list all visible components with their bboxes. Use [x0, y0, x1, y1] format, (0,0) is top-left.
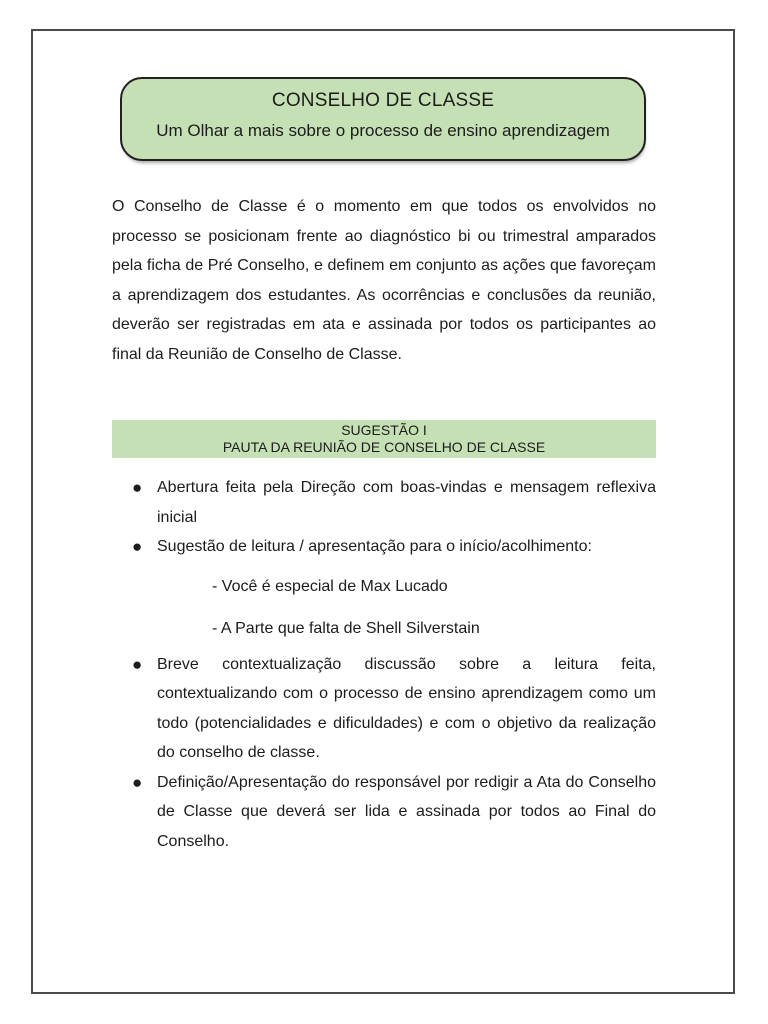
bullet-icon: ●: [132, 772, 143, 792]
list-item-text: Definição/Apresentação do responsável por redigir a Ata do Conselho de Classe que deverá ser lida e assinada por todos ao Final do Conselho.: [157, 773, 656, 850]
list-item-text: Abertura feita pela Direção com boas-vindas e mensagem reflexiva inicial: [157, 479, 656, 526]
list-item-text: Sugestão de leitura / apresentação para o início/acolhimento:: [157, 538, 592, 555]
intro-paragraph: O Conselho de Classe é o momento em que todos os envolvidos no processo se posicionam frente ao diagnóstico bi ou trimestral amparados pela ficha de Pré Conselho, e definem em conjunto as ações que favoreçam a aprendizagem dos estudantes. As ocorrências e conclusões da reunião, deverão ser registradas em ata e assinada por todos os participantes ao final da Reunião de Conselho de Classe.: [112, 198, 656, 363]
sub-list-item: - A Parte que falta de Shell Silverstain: [212, 620, 480, 637]
sub-list-item: - Você é especial de Max Lucado: [212, 577, 448, 595]
document-page: [31, 29, 735, 994]
page-subtitle: Um Olhar a mais sobre o processo de ensino aprendizagem: [156, 121, 610, 140]
list-item-text: Breve contextualização discussão sobre a leitura feita, contextualizando com o processo de ensino aprendizagem como um todo (potencialidades e dificuldades) e com o objetivo da realização do conselho de classe.: [157, 655, 656, 761]
section-banner-line1: SUGESTÃO I: [341, 422, 427, 438]
title-box: [120, 77, 646, 161]
page-title: CONSELHO DE CLASSE: [271, 90, 495, 111]
list-item: [112, 532, 656, 644]
section-banner: [112, 420, 656, 458]
list-item: [112, 650, 656, 768]
bullet-icon: ●: [132, 478, 143, 497]
bullet-icon: ●: [132, 537, 143, 556]
section-banner-line2: PAUTA DA REUNIÃO DE CONSELHO DE CLASSE: [222, 439, 546, 455]
agenda-list: [112, 473, 656, 856]
sub-item-list: [212, 572, 656, 644]
list-item: [112, 768, 656, 857]
bullet-icon: ●: [132, 654, 143, 674]
list-item: [112, 473, 656, 532]
